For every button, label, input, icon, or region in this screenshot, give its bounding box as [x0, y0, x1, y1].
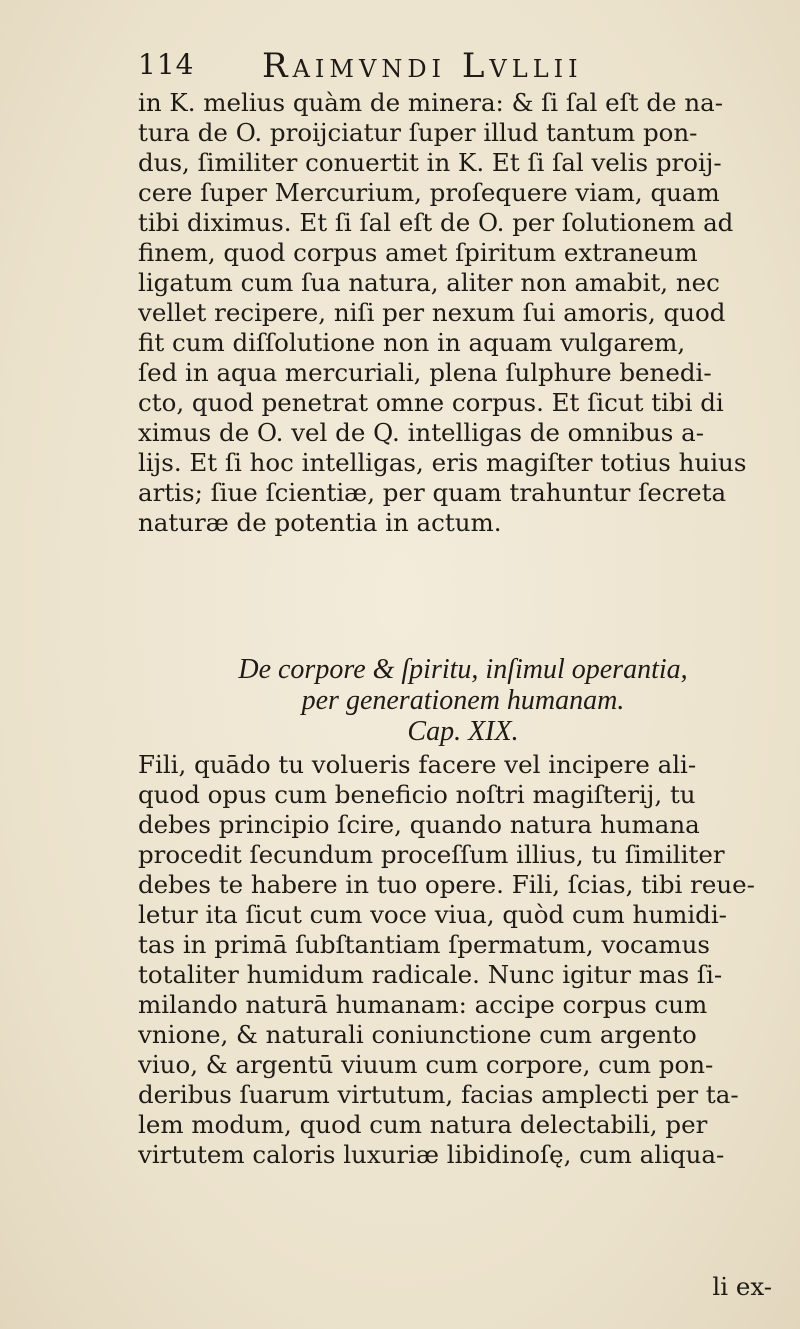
- text-line: in K. melius quàm de minera: & ſi ſal eſt de na-: [138, 88, 724, 117]
- text-line: totaliter humidum radicale. Nunc igitur mas ſi-: [138, 960, 723, 989]
- text-line: viuo, & argentū viuum cum corpore, cum pon-: [138, 1050, 714, 1079]
- chapter-heading: [138, 654, 788, 747]
- text-line: cto, quod penetrat omne corpus. Et ſicut tibi di: [138, 388, 724, 417]
- text-line: vnione, & naturali coniunctione cum argento: [138, 1020, 697, 1049]
- text-line: ſed in aqua mercuriali, plena ſulphure benedi-: [138, 358, 712, 387]
- paragraph-1: [138, 88, 788, 538]
- text-line: procedit ſecundum proceſſum illius, tu ſimiliter: [138, 840, 725, 869]
- text-line: naturæ de potentia in actum.: [138, 508, 502, 537]
- text-line: lem modum, quod cum natura delectabili, per: [138, 1110, 708, 1139]
- text-line: cere ſuper Mercurium, proſequere viam, quam: [138, 178, 720, 207]
- text-line: Fili, quādo tu volueris facere vel incipere ali-: [138, 750, 697, 779]
- text-line: quod opus cum beneficio noſtri magiſterij, tu: [138, 780, 696, 809]
- text-line: ligatum cum ſua natura, aliter non amabit, nec: [138, 268, 720, 297]
- chapter-number: Cap. XIX.: [407, 716, 519, 747]
- chapter-heading-line-2: per generationem humanam.: [301, 685, 625, 716]
- text-line: fit cum diſſolutione non in aquam vulgarem,: [138, 328, 686, 357]
- text-line: letur ita ſicut cum voce viua, quòd cum humidi-: [138, 900, 727, 929]
- text-line: vellet recipere, niſi per nexum ſui amoris, quod: [138, 298, 726, 327]
- text-line: finem, quod corpus amet ſpiritum extraneum: [138, 238, 698, 267]
- text-line: virtutem caloris luxuriæ libidinoſę, cum aliqua-: [138, 1140, 725, 1169]
- text-line: tura de O. proijciatur ſuper illud tantum pon-: [138, 118, 698, 147]
- running-title: Raimvndi Lvllii: [262, 46, 583, 86]
- text-line: tas in primā ſubſtantiam ſpermatum, vocamus: [138, 930, 710, 959]
- text-line: milando naturā humanam: accipe corpus cum: [138, 990, 708, 1019]
- catchword: li ex-: [712, 1272, 772, 1301]
- text-line: deribus ſuarum virtutum, facias amplecti per ta-: [138, 1080, 739, 1109]
- text-line: ximus de O. vel de Q. intelligas de omnibus a-: [138, 418, 704, 447]
- chapter-heading-line-1: De corpore & ſpiritu, inſimul operantia,: [238, 654, 688, 685]
- page-number: 114: [138, 48, 195, 81]
- page-header: [138, 46, 778, 90]
- text-line: dus, ſimiliter conuertit in K. Et ſi ſal velis proij-: [138, 148, 722, 177]
- text-line: debes te habere in tuo opere. Fili, ſcias, tibi reue-: [138, 870, 755, 899]
- text-line: tibi diximus. Et ſi ſal eſt de O. per ſolutionem ad: [138, 208, 734, 237]
- text-line: debes principio ſcire, quando natura humana: [138, 810, 700, 839]
- paragraph-2: [138, 750, 788, 1170]
- text-line: artis; ſiue ſcientiæ, per quam trahuntur ſecreta: [138, 478, 727, 507]
- text-line: lijs. Et ſi hoc intelligas, eris magiſter totius huius: [138, 448, 747, 477]
